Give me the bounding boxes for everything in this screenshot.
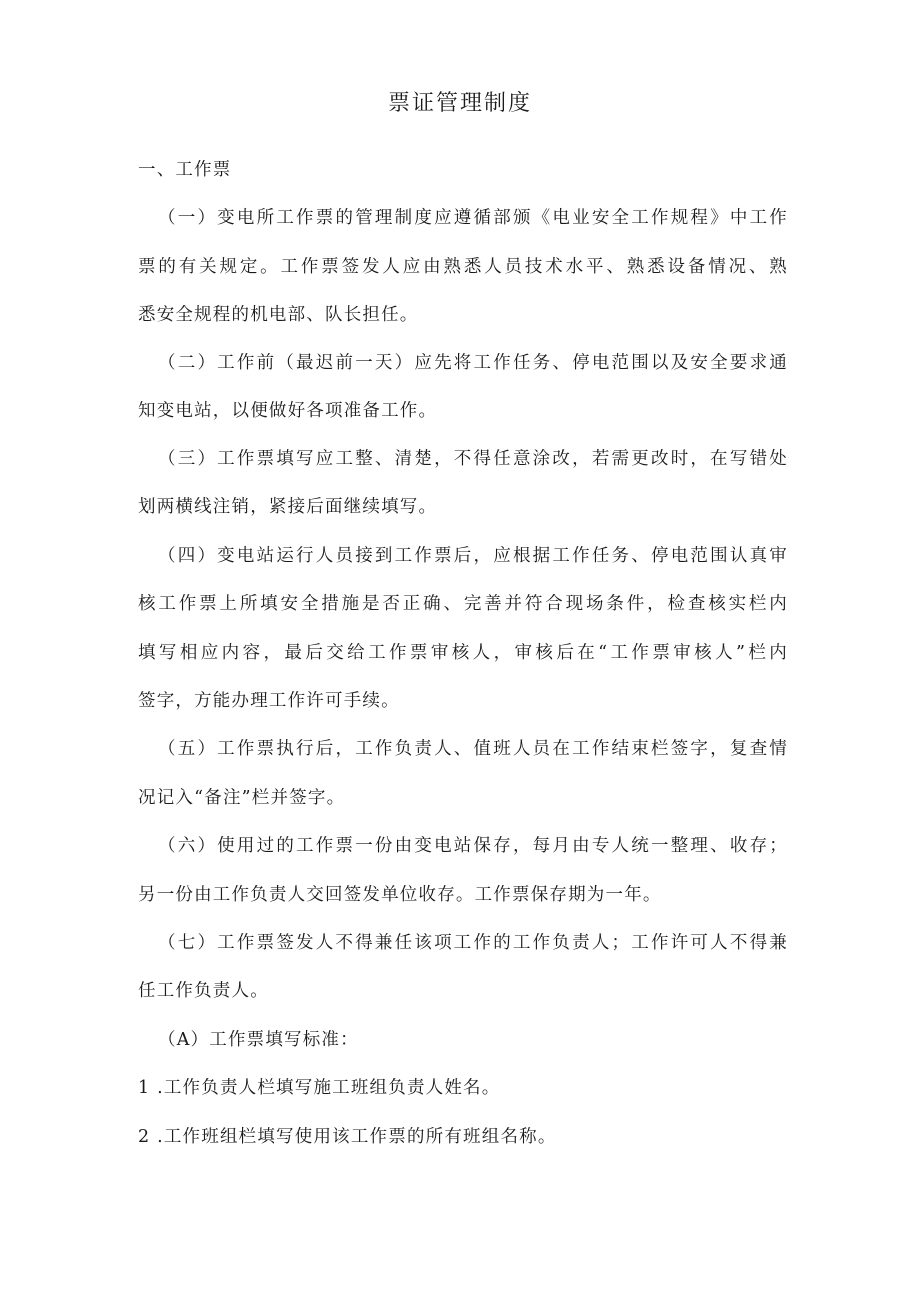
page-title: 票证管理制度 [387, 91, 532, 116]
paragraph-line: 知变电站，以便做好各项准备工作。 [138, 401, 438, 421]
paragraph-line: （三）工作票填写应工整、清楚，不得任意涂改，若需更改时，在写错处 [158, 449, 788, 469]
subsection-heading: （A）工作票填写标准： [158, 1030, 359, 1050]
paragraph-line: （六）使用过的工作票一份由变电站保存，每月由专人统一整理、收存； [158, 836, 788, 856]
paragraph-line: （二）工作前（最迟前一天）应先将工作任务、停电范围以及安全要求通 [158, 353, 788, 373]
paragraph-line: 另一份由工作负责人交回签发单位收存。工作票保存期为一年。 [138, 885, 662, 905]
paragraph-line: （四）变电站运行人员接到工作票后，应根据工作任务、停电范围认真审 [158, 546, 788, 566]
paragraph-line: （五）工作票执行后，工作负责人、值班人员在工作结束栏签字，复查情 [158, 739, 788, 759]
list-item: 2 .工作班组栏填写使用该工作票的所有班组名称。 [138, 1127, 557, 1147]
section-heading: 一、工作票 [138, 160, 232, 180]
paragraph-line: 填写相应内容，最后交给工作票审核人，审核后在“工作票审核人”栏内 [138, 643, 788, 663]
paragraph-line: 核工作票上所填安全措施是否正确、完善并符合现场条件，检查核实栏内 [138, 594, 788, 614]
paragraph-line: 况记入“备注”栏并签字。 [138, 788, 346, 808]
list-item: 1 .工作负责人栏填写施工班组负责人姓名。 [138, 1078, 501, 1098]
paragraph-line: 任工作负责人。 [138, 981, 269, 1001]
paragraph-line: （一）变电所工作票的管理制度应遵循部颁《电业安全工作规程》中工作 [158, 208, 788, 228]
paragraph-line: 划两横线注销，紧接后面继续填写。 [138, 497, 438, 517]
paragraph-line: 签字，方能办理工作许可手续。 [138, 691, 400, 711]
paragraph-line: 票的有关规定。工作票签发人应由熟悉人员技术水平、熟悉设备情况、熟 [138, 257, 788, 277]
paragraph-line: 悉安全规程的机电部、队长担任。 [138, 305, 419, 325]
paragraph-line: （七）工作票签发人不得兼任该项工作的工作负责人；工作许可人不得兼 [158, 933, 788, 953]
